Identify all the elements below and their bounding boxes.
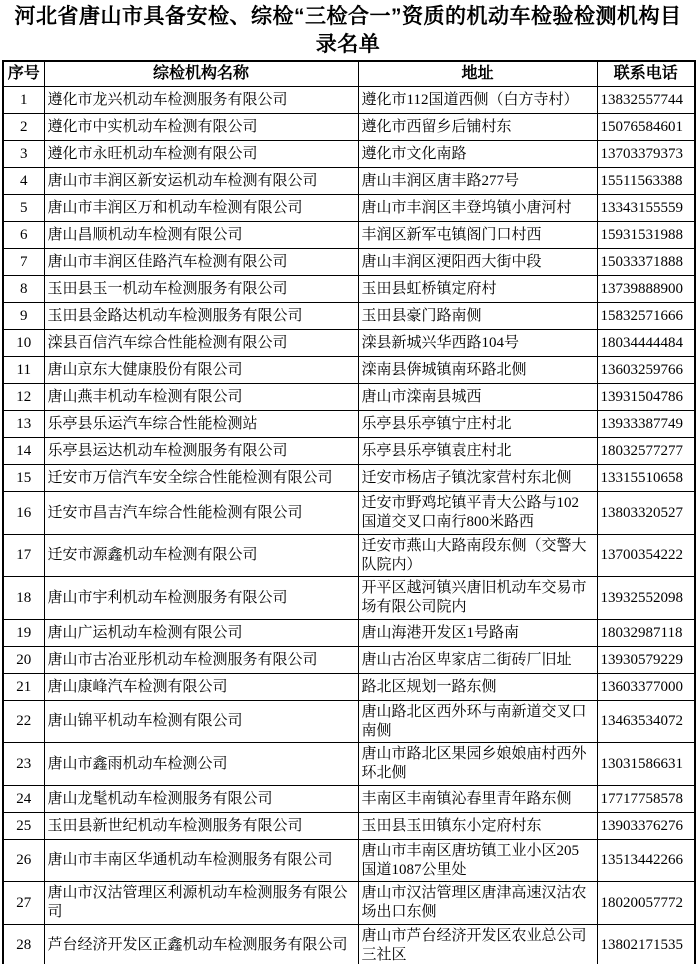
table-row	[3, 646, 695, 673]
agency-name: 唐山市丰润区佳路汽车检测有限公司	[44, 249, 358, 276]
contact-phone: 13931504786	[597, 384, 695, 411]
contact-phone: 13031586631	[597, 743, 695, 786]
agency-address: 开平区越河镇兴唐旧机动车交易市场有限公司院内	[358, 577, 597, 620]
column-header-no: 序号	[3, 61, 44, 87]
row-number: 10	[3, 330, 44, 357]
contact-phone: 13315510658	[597, 465, 695, 492]
table-row	[3, 492, 695, 535]
table-row	[3, 141, 695, 168]
agency-address: 玉田县豪门路南侧	[358, 303, 597, 330]
table-body	[3, 87, 695, 964]
agency-address: 唐山市滦南县城西	[358, 384, 597, 411]
agency-name: 玉田县新世纪机动车检测服务有限公司	[44, 812, 358, 839]
row-number: 11	[3, 357, 44, 384]
header-row	[3, 61, 695, 87]
agency-name: 唐山锦平机动车检测有限公司	[44, 700, 358, 743]
agency-name: 滦县百信汽车综合性能检测有限公司	[44, 330, 358, 357]
contact-phone: 13802171535	[597, 924, 695, 964]
table-row	[3, 438, 695, 465]
row-number: 20	[3, 646, 44, 673]
contact-phone: 13832557744	[597, 87, 695, 114]
table-row	[3, 812, 695, 839]
agency-address: 迁安市燕山大路南段东侧（交警大队院内）	[358, 534, 597, 577]
agency-name: 唐山康峰汽车检测有限公司	[44, 673, 358, 700]
contact-phone: 17717758578	[597, 785, 695, 812]
table-row	[3, 673, 695, 700]
agency-name: 迁安市源鑫机动车检测有限公司	[44, 534, 358, 577]
row-number: 9	[3, 303, 44, 330]
contact-phone: 13739888900	[597, 276, 695, 303]
contact-phone: 15033371888	[597, 249, 695, 276]
row-number: 2	[3, 114, 44, 141]
table-row	[3, 534, 695, 577]
table-row	[3, 114, 695, 141]
table-row	[3, 411, 695, 438]
contact-phone: 13463534072	[597, 700, 695, 743]
agency-name: 唐山昌顺机动车检测有限公司	[44, 222, 358, 249]
contact-phone: 13343155559	[597, 195, 695, 222]
agency-address: 遵化市西留乡后铺村东	[358, 114, 597, 141]
agency-name: 唐山龙髦机动车检测服务有限公司	[44, 785, 358, 812]
table-row	[3, 839, 695, 882]
agency-name: 唐山京东大健康股份有限公司	[44, 357, 358, 384]
row-number: 25	[3, 812, 44, 839]
table-row	[3, 303, 695, 330]
table-row	[3, 87, 695, 114]
row-number: 22	[3, 700, 44, 743]
agency-name: 迁安市万信汽车安全综合性能检测有限公司	[44, 465, 358, 492]
agency-name: 唐山市丰润区新安运机动车检测有限公司	[44, 168, 358, 195]
table-row	[3, 357, 695, 384]
agency-name: 唐山燕丰机动车检测有限公司	[44, 384, 358, 411]
row-number: 17	[3, 534, 44, 577]
table-row	[3, 195, 695, 222]
row-number: 4	[3, 168, 44, 195]
agency-address: 遵化市112国道西侧（白方寺村）	[358, 87, 597, 114]
row-number: 16	[3, 492, 44, 535]
page-title: 河北省唐山市具备安检、综检“三检合一”资质的机动车检验检测机构目录名单	[14, 5, 682, 56]
row-number: 14	[3, 438, 44, 465]
agency-name: 芦台经济开发区正鑫机动车检测服务有限公司	[44, 924, 358, 964]
contact-phone: 13703379373	[597, 141, 695, 168]
agency-address: 乐亭县乐亭镇袁庄村北	[358, 438, 597, 465]
contact-phone: 13513442266	[597, 839, 695, 882]
agency-address: 唐山路北区西外环与南新道交叉口南侧	[358, 700, 597, 743]
contact-phone: 18034444484	[597, 330, 695, 357]
agency-name: 唐山广运机动车检测有限公司	[44, 619, 358, 646]
table-row	[3, 785, 695, 812]
row-number: 27	[3, 882, 44, 925]
row-number: 8	[3, 276, 44, 303]
contact-phone: 15931531988	[597, 222, 695, 249]
agency-name: 唐山市丰润区万和机动车检测有限公司	[44, 195, 358, 222]
agency-name: 乐亭县乐运汽车综合性能检测站	[44, 411, 358, 438]
agency-address: 遵化市文化南路	[358, 141, 597, 168]
row-number: 18	[3, 577, 44, 620]
table-row	[3, 276, 695, 303]
agency-address: 乐亭县乐亭镇宁庄村北	[358, 411, 597, 438]
row-number: 12	[3, 384, 44, 411]
agency-address: 唐山古冶区卑家店二街砖厂旧址	[358, 646, 597, 673]
row-number: 6	[3, 222, 44, 249]
agency-name: 唐山市宇利机动车检测服务有限公司	[44, 577, 358, 620]
agency-address: 滦县新城兴华西路104号	[358, 330, 597, 357]
row-number: 26	[3, 839, 44, 882]
agency-address: 丰南区丰南镇沁春里青年路东侧	[358, 785, 597, 812]
table-row	[3, 743, 695, 786]
agency-name: 唐山市古冶亚彤机动车检测服务有限公司	[44, 646, 358, 673]
agency-name: 乐亭县运达机动车检测服务有限公司	[44, 438, 358, 465]
row-number: 5	[3, 195, 44, 222]
row-number: 23	[3, 743, 44, 786]
row-number: 15	[3, 465, 44, 492]
agency-name: 遵化市龙兴机动车检测服务有限公司	[44, 87, 358, 114]
table-row	[3, 222, 695, 249]
table-row	[3, 924, 695, 964]
table-row	[3, 700, 695, 743]
agency-address: 唐山市丰南区唐坊镇工业小区205国道1087公里处	[358, 839, 597, 882]
table-row	[3, 619, 695, 646]
agency-address: 唐山丰润区浭阳西大街中段	[358, 249, 597, 276]
column-header-name: 综检机构名称	[44, 61, 358, 87]
agency-name: 遵化市中实机动车检测有限公司	[44, 114, 358, 141]
agency-address: 丰润区新军屯镇阁门口村西	[358, 222, 597, 249]
table-row	[3, 249, 695, 276]
table-row	[3, 384, 695, 411]
contact-phone: 18020057772	[597, 882, 695, 925]
directory-table	[2, 60, 696, 964]
contact-phone: 18032577277	[597, 438, 695, 465]
agency-address: 滦南县倴城镇南环路北侧	[358, 357, 597, 384]
agency-address: 唐山市汉沽管理区唐津高速汉沽农场出口东侧	[358, 882, 597, 925]
row-number: 1	[3, 87, 44, 114]
row-number: 21	[3, 673, 44, 700]
agency-name: 唐山市鑫雨机动车检测公司	[44, 743, 358, 786]
contact-phone: 13932552098	[597, 577, 695, 620]
agency-name: 唐山市丰南区华通机动车检测服务有限公司	[44, 839, 358, 882]
contact-phone: 13933387749	[597, 411, 695, 438]
contact-phone: 18032987118	[597, 619, 695, 646]
contact-phone: 13930579229	[597, 646, 695, 673]
table-row	[3, 882, 695, 925]
agency-address: 玉田县虹桥镇定府村	[358, 276, 597, 303]
row-number: 24	[3, 785, 44, 812]
row-number: 28	[3, 924, 44, 964]
contact-phone: 15511563388	[597, 168, 695, 195]
contact-phone: 13803320527	[597, 492, 695, 535]
agency-name: 迁安市昌吉汽车综合性能检测有限公司	[44, 492, 358, 535]
agency-address: 迁安市杨店子镇沈家营村东北侧	[358, 465, 597, 492]
agency-address: 唐山丰润区唐丰路277号	[358, 168, 597, 195]
agency-address: 唐山海港开发区1号路南	[358, 619, 597, 646]
row-number: 13	[3, 411, 44, 438]
row-number: 19	[3, 619, 44, 646]
contact-phone: 13603259766	[597, 357, 695, 384]
contact-phone: 13700354222	[597, 534, 695, 577]
agency-name: 玉田县金路达机动车检测服务有限公司	[44, 303, 358, 330]
agency-name: 玉田县玉一机动车检测服务有限公司	[44, 276, 358, 303]
agency-address: 唐山市丰润区丰登坞镇小唐河村	[358, 195, 597, 222]
agency-name: 遵化市永旺机动车检测有限公司	[44, 141, 358, 168]
row-number: 7	[3, 249, 44, 276]
table-row	[3, 168, 695, 195]
row-number: 3	[3, 141, 44, 168]
agency-address: 迁安市野鸡坨镇平青大公路与102国道交叉口南行800米路西	[358, 492, 597, 535]
contact-phone: 15832571666	[597, 303, 695, 330]
table-row	[3, 465, 695, 492]
table-row	[3, 330, 695, 357]
column-header-address: 地址	[358, 61, 597, 87]
column-header-phone: 联系电话	[597, 61, 695, 87]
agency-address: 玉田县玉田镇东小定府村东	[358, 812, 597, 839]
contact-phone: 15076584601	[597, 114, 695, 141]
table-row	[3, 577, 695, 620]
agency-address: 路北区规划一路东侧	[358, 673, 597, 700]
contact-phone: 13903376276	[597, 812, 695, 839]
contact-phone: 13603377000	[597, 673, 695, 700]
agency-address: 唐山市路北区果园乡娘娘庙村西外环北侧	[358, 743, 597, 786]
agency-name: 唐山市汉沽管理区利源机动车检测服务有限公司	[44, 882, 358, 925]
agency-address: 唐山市芦台经济开发区农业总公司三社区	[358, 924, 597, 964]
